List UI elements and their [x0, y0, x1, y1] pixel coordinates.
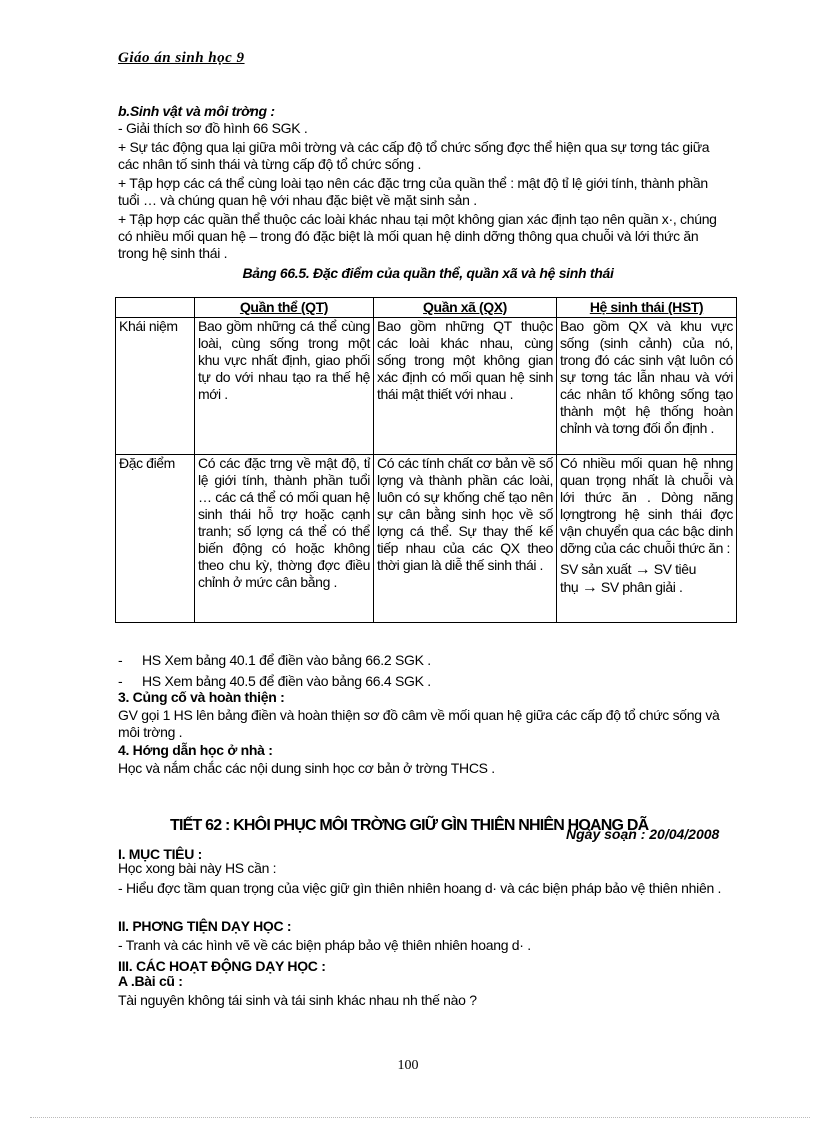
page-bottom-divider	[30, 1117, 810, 1118]
food-chain-line	[560, 579, 733, 596]
section-b-line: + Tập hợp các quần thể thuộc các loài khác nhau tại một không gian xác định tạo nên quần x·, chúng có nhiều mối quan hệ – trong đó đặc biệt là mối quan hệ dinh dỡng thông qua chuỗi và lới thức ăn trong hệ sinh thái .	[118, 211, 717, 261]
lesson-number: 62	[205, 817, 222, 834]
table-row	[116, 318, 737, 455]
bullet-marker: -	[118, 652, 123, 668]
chain-consumer-end: thụ	[560, 579, 579, 595]
table-cell: Có các tính chất cơ bản về số lợng và thành phần các loài, luôn có sự khống chế tạo nên sự cân bằng sinh học về số lợng cá thể. Sự thay thế kế tiếp nhau của các QX theo thời gian là diễ thế sinh thái .	[374, 455, 557, 623]
activities-question: Tài nguyên không tái sinh và tái sinh khác nhau nh thế nào ?	[118, 992, 477, 1008]
section-3-title: 3. Củng cố và hoàn thiện :	[118, 689, 285, 705]
means-item: - Tranh và các hình vẽ về các biện pháp bảo vệ thiên nhiên hoang d· .	[118, 937, 531, 953]
objectives-title: I. MỤC TIÊU :	[118, 846, 202, 862]
chain-decomposer: SV phân giải .	[600, 579, 683, 595]
bullet-marker: -	[118, 673, 123, 689]
page-number: 100	[397, 1058, 419, 1073]
food-chain-line	[560, 561, 733, 578]
table-caption: Bảng 66.5. Đặc điểm của quần thể, quần xã và hệ sinh thái	[242, 265, 614, 281]
section-4-title: 4. Hớng dẫn học ở nhà :	[118, 742, 273, 758]
table-header-row	[116, 298, 737, 318]
bullet-item	[118, 652, 431, 669]
objectives-item: - Hiểu đợc tầm quan trọng của việc giữ gìn thiên nhiên hoang d· và các biện pháp bảo vệ thiên nhiên .	[118, 880, 722, 896]
section-4-text: Học và nắm chắc các nội dung sinh học cơ bản ở trờng THCS .	[118, 760, 495, 776]
table-cell: Bao gồm QX và khu vực sống (sinh cảnh) của nó, trong đó các sinh vật luôn có sự tơng tác lẫn nhau và với các nhân tố không sống tạo thành một hệ thống hoàn chỉnh và tơng đối ổn định .	[557, 318, 737, 455]
lesson-prefix: TIẾT	[170, 817, 202, 834]
table-cell	[557, 455, 737, 623]
food-chain-text: Có nhiều mối quan hệ nhng quan trọng nhất là chuỗi và lới thức ăn . Dòng năng lợngtrong hệ sinh thái đợc vận chuyển qua các bậc dinh dỡng của các chuỗi thức ăn :	[560, 455, 733, 556]
section-b-title: b.Sinh vật và môi trờng :	[118, 103, 275, 119]
row-label: Đặc điểm	[116, 455, 195, 623]
comparison-table	[115, 297, 737, 623]
table-header-cell: Quần thể (QT)	[195, 298, 374, 318]
bullet-text: HS Xem bảng 40.1 để điền vào bảng 66.2 SGK .	[142, 652, 431, 668]
section-b-line: + Sự tác động qua lại giữa môi trờng và các cấp độ tổ chức sống đợc thể hiện qua sự tơng tác giữa các nhân tố sinh thái và từng cấp độ tổ chức sống .	[118, 139, 710, 172]
table-cell: Bao gồm những QT thuộc các loài khác nhau, cùng sống trong một không gian xác định có mối quan hệ sinh thái mật thiết với nhau .	[374, 318, 557, 455]
chain-consumer: SV tiêu	[653, 561, 697, 577]
section-3-text: GV gọi 1 HS lên bảng điền và hoàn thiện sơ đồ câm về mối quan hệ giữa các cấp độ tổ chức sống và môi trờng .	[118, 707, 720, 740]
row-label: Khái niệm	[116, 318, 195, 455]
table-row	[116, 455, 737, 623]
activities-title: III. CÁC HOẠT ĐỘNG DẠY HỌC :	[118, 958, 326, 974]
table-header-cell	[116, 298, 195, 318]
arrow-icon: →	[634, 561, 651, 578]
arrow-icon: →	[581, 579, 598, 596]
table-header-cell: Hệ sinh thái (HST)	[557, 298, 737, 318]
section-b-body	[118, 120, 730, 262]
means-title: II. PHƠNG TIỆN DẠY HỌC :	[118, 918, 292, 934]
lesson-date: Ngày soạn : 20/04/2008	[566, 826, 720, 842]
section-b-line: - Giải thích sơ đồ hình 66 SGK .	[118, 120, 308, 136]
table-cell: Bao gồm những cá thể cùng loài, cùng sống trong một khu vực nhất định, giao phối tự do với nhau tạo ra thế hệ mới .	[195, 318, 374, 455]
page-header: Giáo án sinh học 9	[118, 50, 245, 66]
table-header-cell: Quần xã (QX)	[374, 298, 557, 318]
objectives-intro: Học xong bài này HS cần :	[118, 860, 277, 876]
bullet-item	[118, 673, 431, 690]
table-cell: Có các đặc trng về mật độ, tỉ lệ giới tính, thành phần tuổi … các cá thể có mối quan hệ sinh thái hỗ trợ hoặc cạnh tranh; số lợng cá thể có thể biến động có hoặc không theo chu kỳ, thờng đợc điều chỉnh ở mức cân bằng .	[195, 455, 374, 623]
bullet-text: HS Xem bảng 40.5 để điền vào bảng 66.4 SGK .	[142, 673, 431, 689]
chain-producer: SV sản xuất	[560, 561, 632, 577]
lesson-title-text: : KHÔI PHỤC MÔI TRỜNG GIỮ GÌN THIÊN NHIÊN HOANG DÃ	[224, 817, 649, 834]
activities-sub: A .Bài cũ :	[118, 973, 183, 989]
section-b-line: + Tập hợp các cá thể cùng loài tạo nên các đặc trng của quần thể : mật độ tỉ lệ giới tính, thành phần tuổi … và chúng quan hệ với nhau đặc biệt về mặt sinh sản .	[118, 175, 708, 208]
